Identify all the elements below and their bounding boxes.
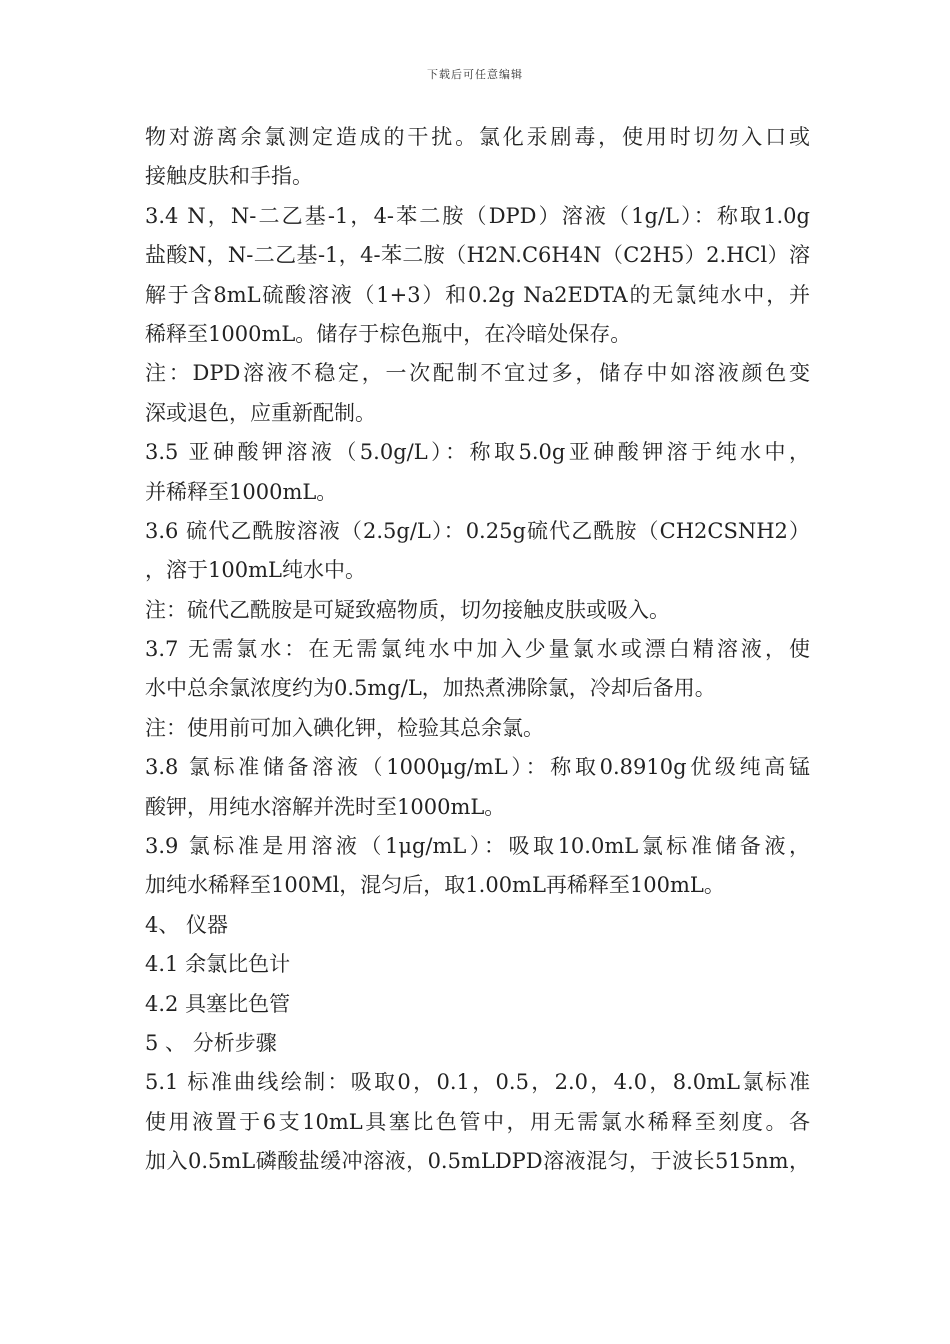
text-line: 深或退色，应重新配制。 xyxy=(145,400,376,425)
text-line: 3.7 无需氯水：在无需氯纯水中加入少量氯水或漂白精溶液，使 xyxy=(145,637,810,662)
text-line: 并稀释至1000mL。 xyxy=(145,479,338,504)
section-heading: 4、 仪器 xyxy=(145,912,229,937)
text-line: 解于含8mL硫酸溶液（1+3）和0.2g Na2EDTA的无氯纯水中，并 xyxy=(145,282,810,307)
text-line: 3.9 氯标准是用溶液（1μg/mL）：吸取10.0mL氯标准储备液， xyxy=(145,834,810,859)
text-line: ，溶于100mL纯水中。 xyxy=(145,558,366,583)
text-line: 3.4 N，N-二乙基-1，4-苯二胺（DPD）溶液（1g/L）：称取1.0g xyxy=(145,203,810,228)
text-line: 3.6 硫代乙酰胺溶液（2.5g/L）：0.25g硫代乙酰胺（CH2CSNH2） xyxy=(145,518,810,543)
text-line: 物对游离余氯测定造成的干扰。氯化汞剧毒，使用时切勿入口或 xyxy=(145,125,810,149)
text-line: 酸钾，用纯水溶解并洗时至1000mL。 xyxy=(145,794,506,819)
text-line: 盐酸N，N-二乙基-1，4-苯二胺（H2N.C6H4N（C2H5）2.HCl）溶 xyxy=(145,243,810,268)
text-line: 注：硫代乙酰胺是可疑致癌物质，切勿接触皮肤或吸入。 xyxy=(145,597,670,622)
text-line: 水中总余氯浓度约为0.5mg/L，加热煮沸除氯，冷却后备用。 xyxy=(145,676,716,701)
text-line: 使用液置于6支10mL具塞比色管中，用无需氯水稀释至刻度。各 xyxy=(145,1109,810,1134)
text-line: 加纯水稀释至100Ml，混匀后，取1.00mL再稀释至100mL。 xyxy=(145,873,725,898)
text-line: 接触皮肤和手指。 xyxy=(145,164,313,189)
text-line: 注：使用前可加入碘化钾，检验其总余氯。 xyxy=(145,715,544,740)
section-heading: 5 、 分析步骤 xyxy=(145,1030,277,1055)
text-line: 4.2 具塞比色管 xyxy=(145,991,291,1016)
text-line: 加入0.5mL磷酸盐缓冲溶液，0.5mLDPD溶液混匀，于波长515nm， xyxy=(145,1149,810,1174)
text-line: 稀释至1000mL。储存于棕色瓶中，在冷暗处保存。 xyxy=(145,321,632,346)
document-body xyxy=(145,118,810,1182)
text-line: 5.1 标准曲线绘制：吸取0，0.1，0.5，2.0，4.0，8.0mL氯标准 xyxy=(145,1070,810,1095)
text-line: 4.1 余氯比色计 xyxy=(145,952,291,977)
text-line: 3.5 亚砷酸钾溶液（5.0g/L）：称取5.0g亚砷酸钾溶于纯水中， xyxy=(145,440,810,465)
text-line: 注：DPD溶液不稳定，一次配制不宜过多，储存中如溶液颜色变 xyxy=(145,361,810,386)
page-header: 下载后可任意编辑 xyxy=(427,68,523,81)
text-line: 3.8 氯标准储备溶液（1000μg/mL）：称取0.8910g优级纯高锰 xyxy=(145,755,810,780)
